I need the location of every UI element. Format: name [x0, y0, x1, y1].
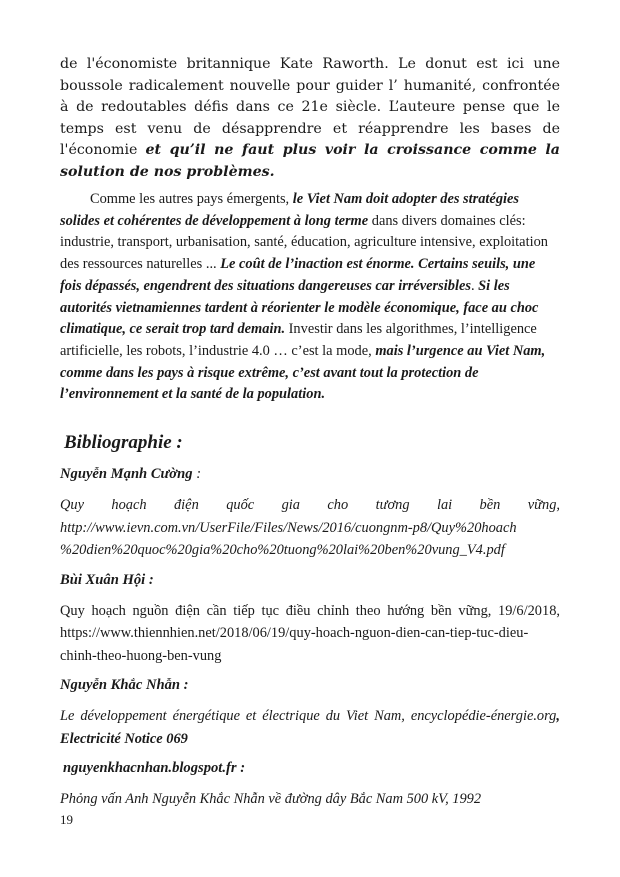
paragraph-intro-text: de l'économiste britannique Kate Raworth. Le donut est ici une boussole radicalement nouvelle pour guider l’ humanité, confrontée à de redoutables défis dans ce 21e siècle. L’auteure pense que le temps est venu de désapprendre et réapprendre les bases de l'économie: [60, 56, 560, 158]
paragraph-vietnam-emphasis-4: mais l’urgence au Viet Nam, comme dans les pays à risque extrême, c’est avant tout la protection de l’environnement et la santé de la population.: [60, 342, 546, 403]
paragraph-vietnam-text-1: Comme les autres pays émergents,: [90, 191, 293, 207]
bibliography-reference-text: Le développement énergétique et électrique du Viet Nam, encyclopédie-énergie.org: [60, 708, 557, 725]
paragraph-vietnam-text-2: dans divers domaines clés: industrie, transport, urbanisation, santé, éducation, agriculture intensive, exploitation des ressources naturelles ...: [60, 212, 548, 273]
paragraph-intro: [60, 54, 560, 183]
paragraph-vietnam-emphasis-3: Si les autorités vietnamiennes tardent à réorienter le modèle économique, face au choc climatique, ce serait trop tard demain.: [60, 277, 539, 338]
paragraph-vietnam-emphasis-1: le Viet Nam doit adopter des stratégies solides et cohérentes de développement à long terme: [60, 191, 520, 229]
paragraph-vietnam-text-4: Investir dans les algorithmes, l’intelligence artificielle, les robots, l’industrie 4.0 … c’est la mode,: [60, 321, 537, 359]
bibliography-author: [60, 464, 560, 484]
bibliography-author: Nguyễn Khắc Nhẫn :: [60, 677, 189, 694]
bibliography-reference: [60, 494, 560, 562]
bibliography-author-name: Nguyễn Mạnh Cường: [60, 466, 193, 483]
paragraph-vietnam: [60, 189, 560, 406]
bibliography-reference-note: , Electricité Notice 069: [60, 708, 560, 747]
bibliography-link[interactable]: http://www.ievn.com.vn/UserFile/Files/News/2016/cuongnm-p8/Quy%20hoach: [60, 519, 517, 536]
bibliography-reference-title: Quy hoạch điện quốc gia cho tương lai bền vững,: [60, 497, 560, 514]
page-number: 19: [60, 812, 73, 827]
bibliography-entry: [60, 464, 560, 562]
bibliography-author-colon: :: [192, 466, 202, 483]
bibliography-reference: [60, 705, 560, 750]
bibliography-entry: [60, 570, 560, 668]
bibliography-link-continued[interactable]: %20dien%20quoc%20gia%20cho%20tuong%20lai%20ben%20vung_V4.pdf: [60, 542, 505, 559]
bibliography-entry: [60, 675, 560, 750]
bibliography-reference: Quy hoạch nguồn điện cần tiếp tục điều chỉnh theo hướng bền vững, 19/6/2018, https://www.thiennhien.net/2018/06/19/quy-hoach-nguon-dien-can-tiep-tuc-dieu-chinh-theo-huong-ben-vung: [60, 602, 560, 664]
bibliography-reference: Phỏng vấn Anh Nguyễn Khắc Nhẫn về đường dây Bắc Nam 500 kV, 1992: [60, 791, 482, 808]
paragraph-intro-emphasis: et qu’il ne faut plus voir la croissance comme la solution de nos problèmes.: [60, 142, 560, 180]
paragraph-vietnam-text-3: .: [470, 277, 479, 294]
bibliography-title: Bibliographie :: [64, 432, 183, 454]
document-page: [60, 54, 560, 811]
bibliography-entry: [60, 758, 560, 811]
paragraph-vietnam-emphasis-2: Le coût de l’inaction est énorme. Certains seuils, une fois dépassés, engendrent des situations dangereuses car irréversibles: [60, 256, 536, 294]
bibliography-author[interactable]: nguyenkhacnhan.blogspot.fr :: [63, 760, 246, 777]
bibliography-author: Bùi Xuân Hội :: [60, 571, 154, 588]
